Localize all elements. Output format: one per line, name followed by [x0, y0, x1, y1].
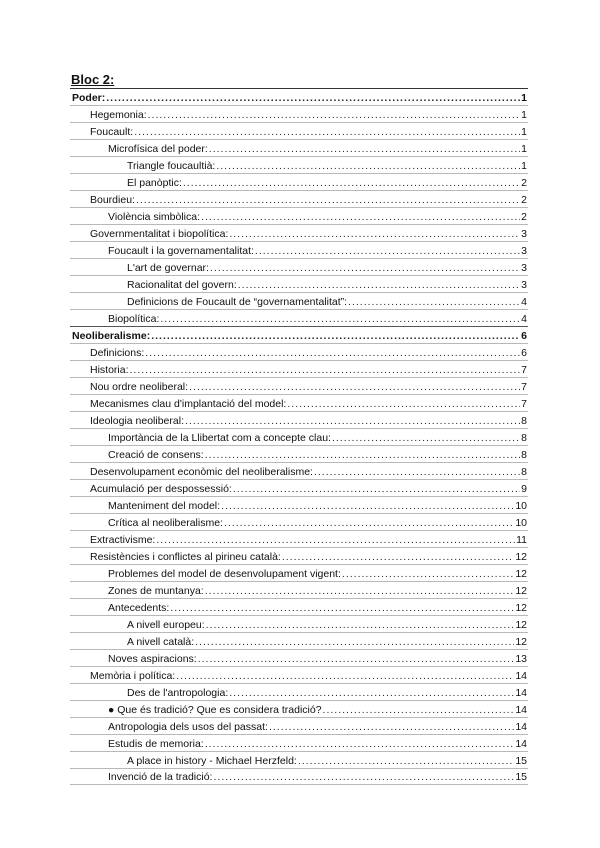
toc-leader-dots: [106, 92, 520, 104]
toc-entry-page-number: 7: [521, 381, 527, 393]
page-title: Bloc 2:: [71, 72, 115, 87]
toc-entry-page-number: 8: [521, 432, 527, 444]
toc-entry-page-number: 1: [521, 126, 527, 138]
toc-leader-dots: [229, 687, 514, 699]
toc-entry-title: El panòptic:: [127, 177, 182, 189]
toc-leader-dots: [205, 449, 520, 461]
toc-entry-title: Importància de la Llibertat com a concepte clau:: [108, 432, 331, 444]
toc-leader-dots: [145, 347, 520, 359]
toc-entry-title: Neoliberalisme:: [72, 330, 151, 342]
toc-entry[interactable]: [70, 207, 528, 224]
toc-entry-page-number: 1: [521, 92, 527, 104]
toc-entry-page-number: 13: [515, 653, 527, 665]
toc-entry-page-number: 1: [521, 160, 527, 172]
toc-leader-dots: [198, 653, 515, 665]
toc-leader-dots: [148, 109, 520, 121]
toc-entry-title: Manteniment del model:: [108, 500, 221, 512]
toc-entry[interactable]: [70, 615, 528, 632]
toc-entry-page-number: 8: [521, 449, 527, 461]
toc-entry-page-number: 3: [521, 228, 527, 240]
toc-entry[interactable]: [70, 462, 528, 479]
toc-entry[interactable]: [70, 156, 528, 173]
toc-entry-page-number: 3: [521, 245, 527, 257]
toc-entry-page-number: 2: [521, 177, 527, 189]
toc-entry[interactable]: [70, 649, 528, 666]
toc-leader-dots: [189, 381, 520, 393]
toc-leader-dots: [255, 245, 520, 257]
toc-leader-dots: [213, 771, 514, 783]
toc-leader-dots: [342, 568, 514, 580]
toc-entry[interactable]: [70, 666, 528, 683]
toc-leader-dots: [201, 211, 520, 223]
toc-entry-title: Microfísica del poder:: [108, 143, 208, 155]
toc-leader-dots: [205, 738, 515, 750]
toc-entry-page-number: 12: [515, 585, 527, 597]
toc-leader-dots: [136, 194, 520, 206]
toc-entry[interactable]: [70, 479, 528, 496]
toc-entry[interactable]: [70, 139, 528, 156]
toc-entry-title: Ideologia neoliberal:: [90, 415, 184, 427]
toc-entry-page-number: 12: [515, 636, 527, 648]
toc-entry-title: Antecedents:: [108, 602, 170, 614]
toc-entry-page-number: 15: [515, 755, 527, 767]
toc-entry[interactable]: [70, 394, 528, 411]
toc-entry-title: Resistències i conflictes al pirineu català:: [90, 551, 281, 563]
toc-entry[interactable]: [70, 326, 528, 343]
toc-leader-dots: [195, 636, 514, 648]
toc-entry[interactable]: [70, 598, 528, 615]
toc-entry-title: Hegemonia:: [90, 109, 147, 121]
toc-entry-title: A nivell català:: [127, 636, 195, 648]
toc-entry-page-number: 8: [521, 415, 527, 427]
toc-entry-title: Definicions:: [90, 347, 145, 359]
toc-leader-dots: [185, 415, 520, 427]
toc-leader-dots: [229, 228, 520, 240]
toc-leader-dots: [210, 262, 520, 274]
toc-entry[interactable]: [70, 768, 528, 785]
toc-leader-dots: [298, 755, 514, 767]
toc-entry[interactable]: [70, 581, 528, 598]
toc-leader-dots: [233, 483, 520, 495]
toc-entry-page-number: 8: [521, 466, 527, 478]
table-of-contents: [70, 88, 528, 785]
toc-entry[interactable]: [70, 564, 528, 581]
toc-entry[interactable]: [70, 530, 528, 547]
toc-entry-title: Creació de consens:: [108, 449, 204, 461]
toc-entry-title: Noves aspiracions:: [108, 653, 197, 665]
toc-leader-dots: [314, 466, 520, 478]
toc-entry-page-number: 10: [515, 517, 527, 529]
toc-entry[interactable]: [70, 105, 528, 122]
toc-entry-title: Triangle foucaultià:: [127, 160, 216, 172]
toc-entry-page-number: 1: [521, 109, 527, 121]
toc-entry[interactable]: [70, 173, 528, 190]
toc-entry-title: Foucault i la governamentalitat:: [108, 245, 254, 257]
toc-entry-page-number: 12: [515, 568, 527, 580]
toc-entry-title: Governmentalitat i biopolítica:: [90, 228, 229, 240]
toc-entry-page-number: 12: [515, 551, 527, 563]
toc-entry[interactable]: [70, 411, 528, 428]
toc-entry-title: Mecanismes clau d'implantació del model:: [90, 398, 287, 410]
toc-leader-dots: [287, 398, 520, 410]
toc-entry-title: Violència simbòlica:: [108, 211, 201, 223]
toc-entry[interactable]: [70, 734, 528, 751]
toc-leader-dots: [323, 704, 515, 716]
toc-leader-dots: [269, 721, 514, 733]
toc-entry-title: Zones de muntanya:: [108, 585, 204, 597]
toc-leader-dots: [224, 517, 514, 529]
toc-entry-page-number: 6: [521, 330, 527, 342]
toc-leader-dots: [134, 126, 520, 138]
toc-entry-page-number: 1: [521, 143, 527, 155]
toc-entry-page-number: 10: [515, 500, 527, 512]
toc-entry-title: Memòria i política:: [90, 670, 176, 682]
toc-entry-page-number: 12: [515, 602, 527, 614]
toc-leader-dots: [183, 177, 520, 189]
toc-entry[interactable]: [70, 513, 528, 530]
toc-entry[interactable]: [70, 292, 528, 309]
toc-entry[interactable]: [70, 377, 528, 394]
toc-entry[interactable]: [70, 700, 528, 717]
toc-entry-page-number: 14: [515, 721, 527, 733]
toc-entry[interactable]: [70, 190, 528, 207]
toc-leader-dots: [160, 313, 520, 325]
toc-entry-title: Problemes del model de desenvolupament vigent:: [108, 568, 341, 580]
toc-entry-title: Extractivisme:: [90, 534, 156, 546]
toc-entry[interactable]: [70, 275, 528, 292]
toc-entry-title: A place in history - Michael Herzfeld:: [127, 755, 297, 767]
toc-entry[interactable]: [70, 445, 528, 462]
toc-entry-title: Nou ordre neoliberal:: [90, 381, 189, 393]
toc-entry[interactable]: [70, 88, 528, 105]
toc-entry-title: Racionalitat del govern:: [127, 279, 237, 291]
toc-entry[interactable]: [70, 360, 528, 377]
toc-entry-title: L'art de governar:: [127, 262, 209, 274]
toc-entry-title: Crítica al neoliberalisme:: [108, 517, 223, 529]
toc-entry[interactable]: [70, 122, 528, 139]
toc-leader-dots: [205, 585, 515, 597]
toc-entry[interactable]: [70, 258, 528, 275]
toc-entry-title: Invenció de la tradició:: [108, 771, 213, 783]
toc-leader-dots: [151, 330, 520, 342]
toc-entry-title: ● Que és tradició? Que es considera tradició?: [108, 704, 322, 716]
toc-entry[interactable]: [70, 343, 528, 360]
toc-entry-page-number: 14: [515, 704, 527, 716]
toc-entry-title: Acumulació per despossessió:: [90, 483, 232, 495]
toc-entry-page-number: 6: [521, 347, 527, 359]
toc-leader-dots: [170, 602, 514, 614]
toc-entry-page-number: 2: [521, 211, 527, 223]
toc-entry-title: Historia:: [90, 364, 129, 376]
toc-entry-title: A nivell europeu:: [127, 619, 205, 631]
toc-entry-page-number: 14: [515, 670, 527, 682]
toc-leader-dots: [206, 619, 515, 631]
toc-leader-dots: [209, 143, 520, 155]
toc-entry[interactable]: [70, 428, 528, 445]
toc-entry-page-number: 4: [521, 296, 527, 308]
toc-entry-title: Definicions de Foucault de “governamentalitat”:: [127, 296, 348, 308]
toc-leader-dots: [156, 534, 515, 546]
toc-entry[interactable]: [70, 632, 528, 649]
toc-entry-page-number: 7: [521, 364, 527, 376]
toc-entry-title: Estudis de memoria:: [108, 738, 204, 750]
toc-entry[interactable]: [70, 496, 528, 513]
toc-entry-title: Des de l'antropologia:: [127, 687, 229, 699]
toc-entry[interactable]: [70, 751, 528, 768]
toc-entry[interactable]: [70, 547, 528, 564]
toc-entry-page-number: 7: [521, 398, 527, 410]
toc-entry-page-number: 3: [521, 279, 527, 291]
toc-leader-dots: [348, 296, 520, 308]
toc-entry-page-number: 4: [521, 313, 527, 325]
toc-entry-page-number: 15: [515, 771, 527, 783]
toc-entry-title: Biopolítica:: [108, 313, 160, 325]
toc-entry-page-number: 14: [515, 738, 527, 750]
toc-entry-title: Desenvolupament econòmic del neoliberalisme:: [90, 466, 313, 478]
toc-entry[interactable]: [70, 224, 528, 241]
toc-entry[interactable]: [70, 241, 528, 258]
toc-entry-title: Foucault:: [90, 126, 134, 138]
toc-leader-dots: [221, 500, 514, 512]
toc-entry-page-number: 2: [521, 194, 527, 206]
toc-entry-title: Bourdieu:: [90, 194, 135, 206]
toc-entry-title: Poder:: [72, 92, 106, 104]
toc-leader-dots: [282, 551, 514, 563]
toc-entry[interactable]: [70, 717, 528, 734]
toc-leader-dots: [216, 160, 520, 172]
toc-entry[interactable]: [70, 683, 528, 700]
toc-entry-page-number: 9: [521, 483, 527, 495]
toc-leader-dots: [332, 432, 520, 444]
toc-entry-page-number: 3: [521, 262, 527, 274]
toc-entry-title: Antropologia dels usos del passat:: [108, 721, 268, 733]
toc-leader-dots: [238, 279, 520, 291]
toc-entry-page-number: 14: [515, 687, 527, 699]
toc-entry-page-number: 12: [515, 619, 527, 631]
toc-entry-page-number: 11: [516, 534, 527, 546]
toc-leader-dots: [130, 364, 520, 376]
toc-leader-dots: [176, 670, 514, 682]
toc-entry[interactable]: [70, 309, 528, 326]
